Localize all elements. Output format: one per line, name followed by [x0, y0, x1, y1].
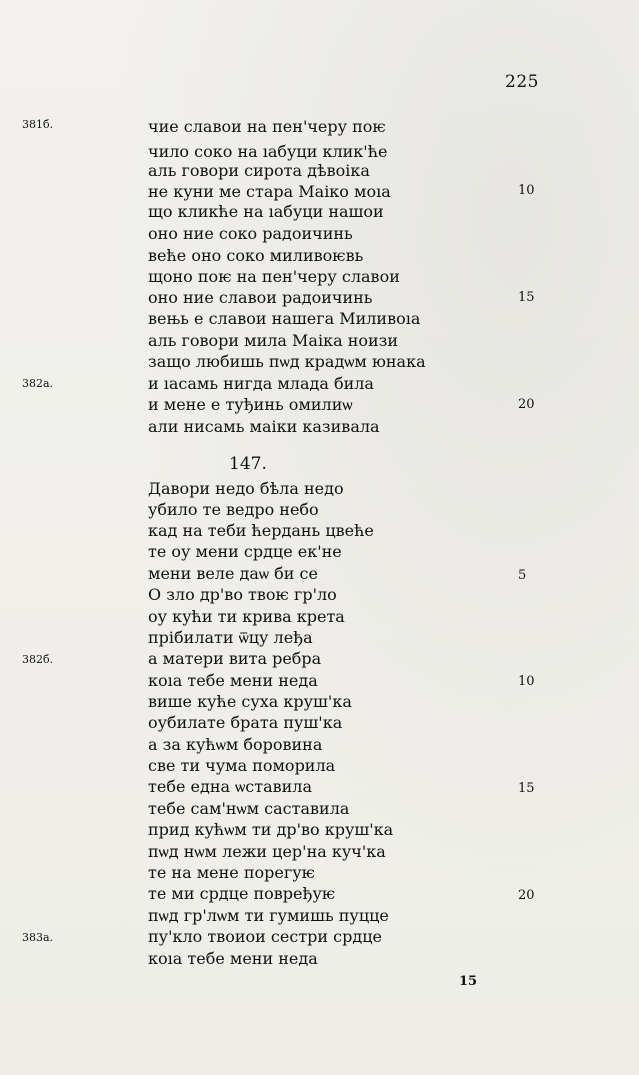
- verse-line: чило соко на ıабуци клик'ће: [148, 142, 388, 161]
- verse-line: а за кућѡм боровина: [148, 735, 323, 754]
- verse-line: чие славои на пен'черу поѥ: [148, 117, 386, 136]
- verse-line: прiбилати ѿцу леђа: [148, 628, 313, 647]
- verse-line: убило те ведро небо: [148, 500, 319, 519]
- verse-line: мени веле даѡ би се: [148, 564, 318, 583]
- line-number: 20: [518, 397, 535, 412]
- signature-number: 15: [459, 974, 478, 989]
- verse-line: кад на теби ћердань цвеће: [148, 521, 374, 540]
- verse-line: Давори недо бѣла недо: [148, 479, 344, 498]
- verse-line: и ıасамь нигда млада била: [148, 374, 374, 393]
- verse-line: и мене е туђинь омилиѡ: [148, 395, 353, 414]
- verse-line: аль говори сирота дѣвоiка: [148, 161, 370, 180]
- verse-line: защо любишь пѡд крадѡм юнака: [148, 352, 426, 371]
- verse-line: пѡд нѡм лежи цер'на куч'ка: [148, 842, 386, 861]
- verse-line: оубилате брата пуш'ка: [148, 713, 343, 732]
- line-number: 15: [518, 290, 535, 305]
- verse-line: не куни ме стара Маiко моıа: [148, 182, 391, 201]
- line-number: 5: [518, 568, 527, 583]
- folio-reference: 382а.: [22, 377, 54, 390]
- verse-line: прид кућѡм ти др'во круш'ка: [148, 820, 394, 839]
- verse-line: али нисамь маiки казивала: [148, 417, 380, 436]
- verse-line: оу кући ти крива крета: [148, 607, 345, 626]
- verse-line: те ми срдце повређуѥ: [148, 884, 336, 903]
- verse-line: пу'кло твоиои сестри срдце: [148, 927, 382, 946]
- folio-reference: 381б.: [22, 118, 54, 131]
- verse-line: коıа тебе мени неда: [148, 949, 318, 968]
- verse-line: пѡд гр'лѡм ти гумишь пуцце: [148, 906, 389, 925]
- line-number: 20: [518, 888, 535, 903]
- verse-line: тебе една ѡставила: [148, 777, 312, 796]
- line-number: 15: [518, 781, 535, 796]
- verse-line: аль говори мила Маiка ноизи: [148, 331, 399, 350]
- folio-reference: 382б.: [22, 653, 54, 666]
- verse-line: коıа тебе мени неда: [148, 671, 318, 690]
- verse-line: веће оно соко миливоѥвь: [148, 246, 364, 265]
- line-number: 10: [518, 674, 535, 689]
- verse-line: щоно поѥ на пен'черу славои: [148, 267, 400, 286]
- verse-line: оно ние славои радоичинь: [148, 288, 373, 307]
- verse-line: вењь е славои нашега Миливоıа: [148, 309, 421, 328]
- verse-line: те оу мени срдце ек'не: [148, 542, 342, 561]
- verse-line: тебе сам'нѡм саставила: [148, 799, 350, 818]
- page-number: 225: [505, 72, 539, 92]
- folio-reference: 383а.: [22, 931, 54, 944]
- verse-line: те на мене порегуѥ: [148, 863, 315, 882]
- verse-line: оно ние соко радоичинь: [148, 224, 353, 243]
- verse-line: а матери вита ребра: [148, 649, 322, 668]
- verse-line: више куће суха круш'ка: [148, 692, 352, 711]
- poem-number: 147.: [229, 454, 267, 474]
- verse-line: све ти чума поморила: [148, 756, 336, 775]
- verse-line: О зло др'во твоѥ гр'ло: [148, 585, 337, 604]
- verse-line: що кликће на ıабуци нашои: [148, 202, 384, 221]
- line-number: 10: [518, 183, 535, 198]
